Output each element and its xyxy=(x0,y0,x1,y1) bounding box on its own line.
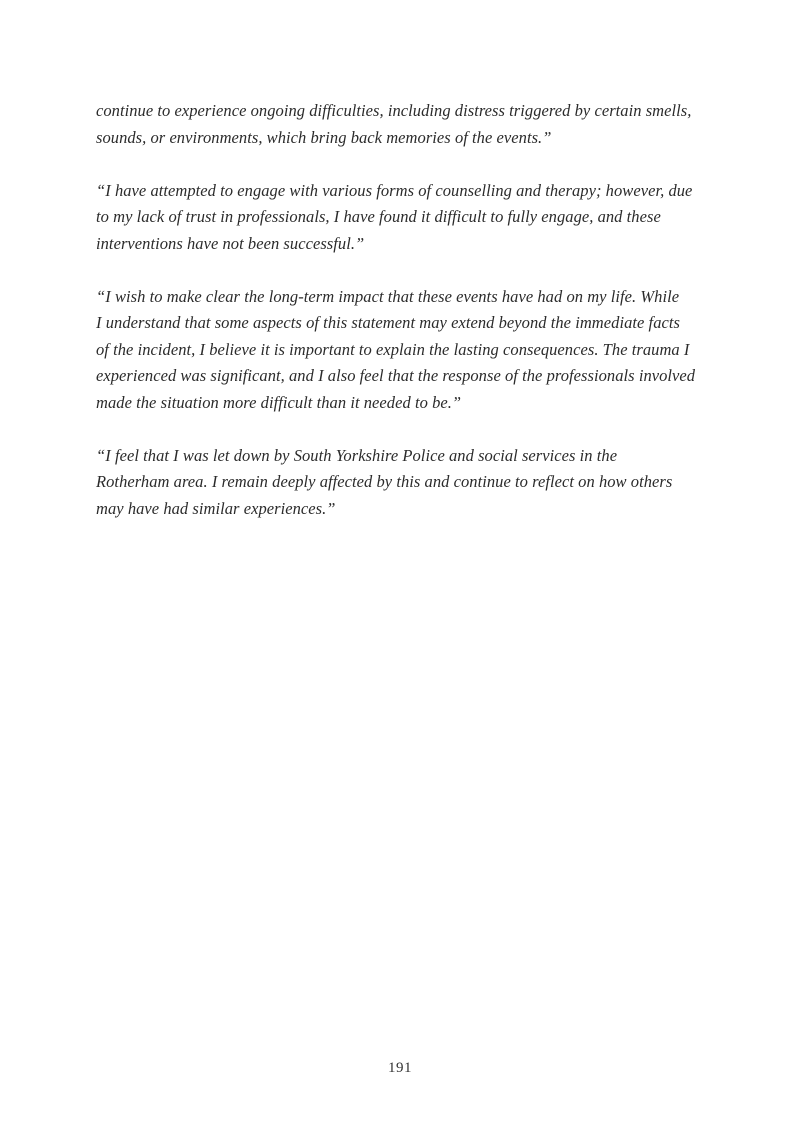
text-line: I understand that some aspects of this statement may extend beyond the immediate facts xyxy=(96,313,680,332)
page-number: 191 xyxy=(388,1060,412,1076)
text-line: continue to experience ongoing difficulties, including distress triggered by certain smells, xyxy=(96,101,692,120)
text-line: to my lack of trust in professionals, I have found it difficult to fully engage, and these xyxy=(96,207,661,226)
paragraph-long-term-impact-quote xyxy=(96,284,716,417)
document-body xyxy=(96,98,716,522)
text-line: experienced was significant, and I also feel that the response of the professionals involved xyxy=(96,366,696,385)
paragraph-continuation xyxy=(96,98,716,151)
text-line: of the incident, I believe it is important to explain the lasting consequences. The trauma I xyxy=(96,339,690,359)
paragraph-let-down-quote xyxy=(96,443,716,523)
text-line: “I feel that I was let down by South Yorkshire Police and social services in the xyxy=(96,445,618,465)
text-line: interventions have not been successful.” xyxy=(96,233,365,253)
paragraph-counselling-quote xyxy=(96,178,716,258)
text-line: sounds, or environments, which bring back memories of the events.” xyxy=(96,127,552,147)
text-line: made the situation more difficult than it needed to be.” xyxy=(96,392,462,412)
text-line: “I wish to make clear the long-term impact that these events have had on my life. While xyxy=(96,286,680,306)
text-line: may have had similar experiences.” xyxy=(96,498,336,518)
text-line: “I have attempted to engage with various forms of counselling and therapy; however, due xyxy=(96,180,693,200)
text-line: Rotherham area. I remain deeply affected by this and continue to reflect on how others xyxy=(96,472,673,491)
